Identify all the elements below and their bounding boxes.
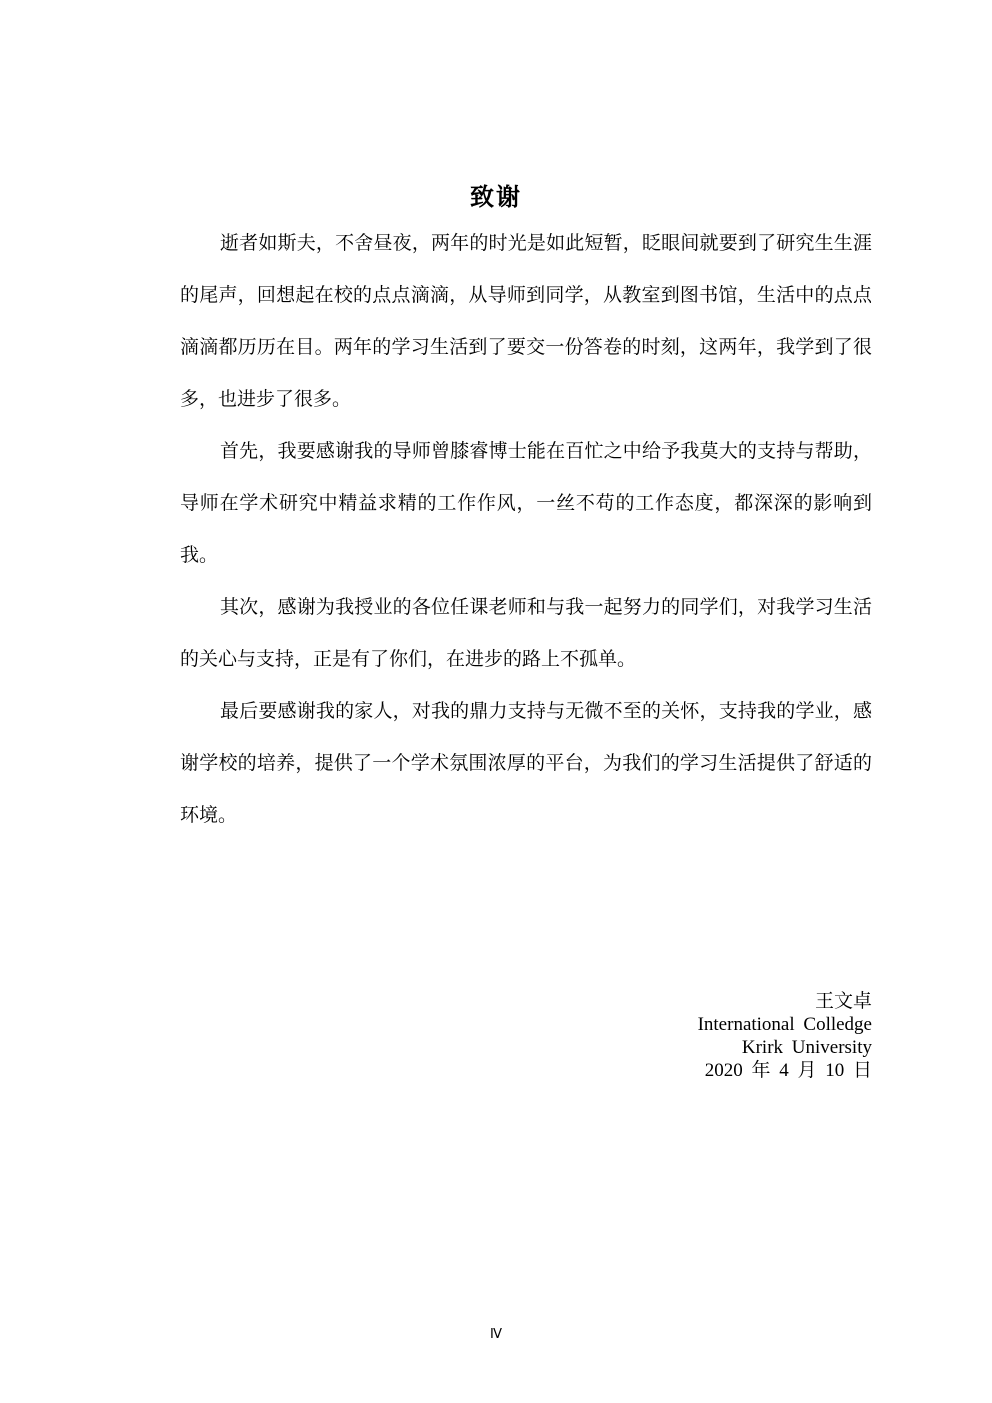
paragraph-3: 其次，感谢为我授业的各位任课老师和与我一起努力的同学们，对我学习生活的关心与支持，正是有了你们，在进步的路上不孤单。 [180,596,872,670]
paragraph-4: 最后要感谢我的家人，对我的鼎力支持与无微不至的关怀，支持我的学业，感谢学校的培养，提供了一个学术氛围浓厚的平台，为我们的学习生活提供了舒适的环境。 [180,700,872,826]
signature-name: 王文卓 [814,991,872,1012]
page-number: Ⅳ [490,1326,502,1341]
signature-university: Krirk University [741,1037,872,1058]
signature-college: International Colledge [697,1014,872,1035]
signature-block [698,990,872,1082]
signature-date: 2020 年 4 月 10 日 [704,1060,872,1081]
paragraph-2: 首先，我要感谢我的导师曾膝睿博士能在百忙之中给予我莫大的支持与帮助，导师在学术研究中精益求精的工作作风，一丝不苟的工作态度，都深深的影响到我。 [180,440,872,566]
acknowledgement-body [180,217,872,841]
page-title: 致谢 [470,183,522,211]
paragraph-1: 逝者如斯夫，不舍昼夜，两年的时光是如此短暂，眨眼间就要到了研究生生涯的尾声，回想起在校的点点滴滴，从导师到同学，从教室到图书馆，生活中的点点滴滴都历历在目。两年的学习生活到了要交一份答卷的时刻，这两年，我学到了很多，也进步了很多。 [180,232,872,410]
